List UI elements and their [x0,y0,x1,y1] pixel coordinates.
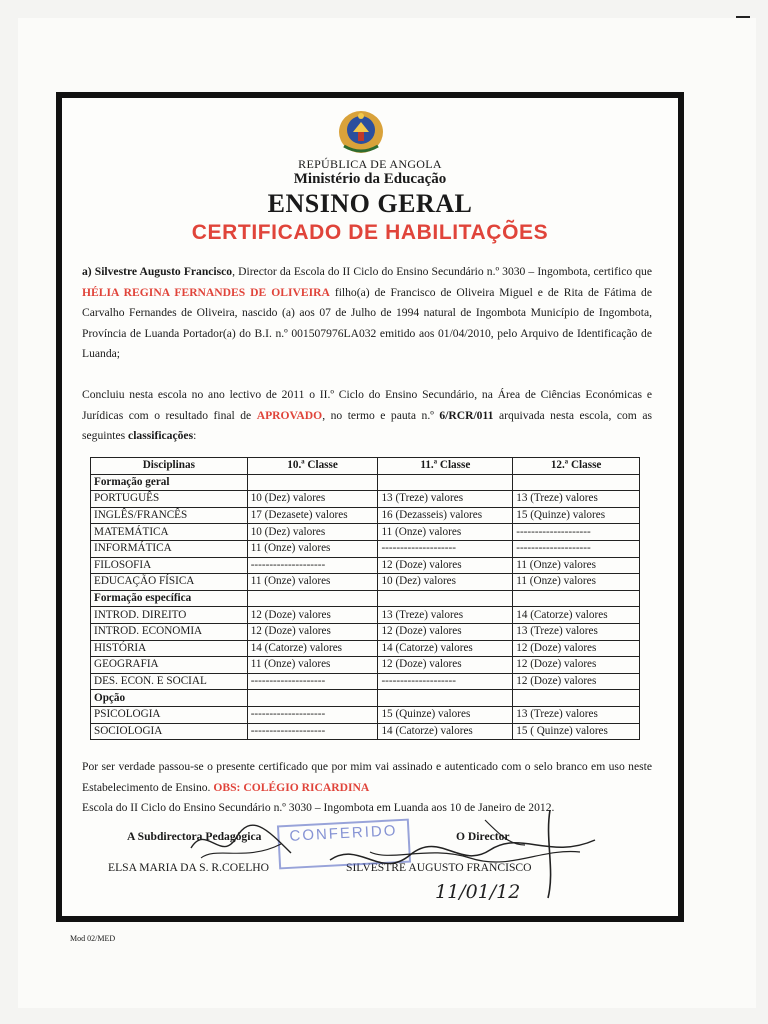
grade-cell: -------------------- [378,540,513,557]
form-code: Mod 02/MED [70,934,116,943]
angola-emblem-icon [336,108,386,156]
subject-cell: DES. ECON. E SOCIAL [91,673,248,690]
grade-cell: 13 (Treze) valores [378,491,513,508]
subject-cell: PSICOLOGIA [91,706,248,723]
paragraph-text: filho(a) de Francisco de Oliveira Miguel e de Rita de Fátima de Carvalho Fernandes de Oliveira, nascido (a) aos 07 de Julho de 1994 natural de Ingombota Município de Ingombota, Província de Luanda Portador(a) do B.I. n.º 001507976LA032 emitido aos 01/04/2010, pelo Arquivo de Identificação de Luanda; [82,285,652,360]
table-row [91,673,640,690]
empty-cell [247,690,378,707]
empty-cell [513,590,640,607]
grade-cell: 12 (Doze) valores [247,623,378,640]
table-row [91,507,640,524]
grade-cell: 13 (Treze) valores [513,706,640,723]
grade-cell: -------------------- [247,673,378,690]
section-title: Formação geral [91,474,248,491]
empty-cell [513,690,640,707]
paragraph-text: Por ser verdade passou-se o presente certificado que por mim vai assinado e autenticado com o selo branco em uso neste Estabelecimento de Ensino. [82,760,652,794]
subject-cell: HISTÓRIA [91,640,248,657]
paragraph-text: arquivada nesta escola, com as seguintes [82,408,652,442]
pauta-number: 6/RCR/011 [439,408,494,422]
ministry-title: Ministério da Educação [293,171,447,187]
grade-cell: 11 (Onze) valores [247,574,378,591]
grades-table [90,457,640,740]
grade-cell: -------------------- [378,673,513,690]
table-row [91,723,640,740]
grade-cell: 12 (Doze) valores [378,557,513,574]
observation: OBS: COLÉGIO RICARDINA [213,780,370,794]
table-row [91,557,640,574]
grade-cell: 14 (Catorze) valores [513,607,640,624]
ensino-geral-title: ENSINO GERAL [267,189,473,218]
stamp-text: CONFERIDO [289,822,398,845]
empty-cell [247,590,378,607]
table-row [91,657,640,674]
director-signature-icon [310,800,610,905]
grade-cell: 17 (Dezasete) valores [247,507,378,524]
grade-cell: 12 (Doze) valores [378,657,513,674]
empty-cell [378,474,513,491]
grade-cell: 11 (Onze) valores [513,574,640,591]
grade-cell: 15 ( Quinze) valores [513,723,640,740]
scan-mark [736,16,750,18]
subject-cell: INGLÊS/FRANCÊS [91,507,248,524]
subdirector-name: ELSA MARIA DA S. R.COELHO [108,861,270,874]
grade-cell: 15 (Quinze) valores [513,507,640,524]
section-title: Opção [91,690,248,707]
grade-cell: 13 (Treze) valores [378,607,513,624]
table-row [91,607,640,624]
grade-cell: -------------------- [247,706,378,723]
table-row [91,524,640,541]
grade-cell: 12 (Doze) valores [513,657,640,674]
grade-cell: 15 (Quinze) valores [378,706,513,723]
table-row [91,491,640,508]
director-title: O Director [456,830,510,843]
table-row [91,640,640,657]
section-row [91,590,640,607]
section-row [91,474,640,491]
grade-cell: 12 (Doze) valores [513,640,640,657]
grade-cell: 12 (Doze) valores [513,673,640,690]
grade-cell: 14 (Catorze) valores [378,640,513,657]
column-header: 10.ª Classe [247,458,378,475]
table-header-row [91,458,640,475]
classificacoes-word: classificações [128,429,194,442]
student-name: HÉLIA REGINA FERNANDES DE OLIVEIRA [82,285,330,299]
paragraph-marker: a) [82,265,95,278]
empty-cell [247,474,378,491]
grade-cell: -------------------- [247,557,378,574]
grade-cell: 11 (Onze) valores [378,524,513,541]
subdirector-signature-icon [186,818,296,868]
subdirector-title: A Subdirectora Pedagógica [127,830,262,843]
subject-cell: INFORMÁTICA [91,540,248,557]
grade-cell: 10 (Dez) valores [378,574,513,591]
grade-cell: 10 (Dez) valores [247,524,378,541]
director-name-signature: SILVESTRE AUGUSTO FRANCISCO [346,861,532,874]
subject-cell: GEOGRAFIA [91,657,248,674]
subject-cell: EDUCAÇÃO FÍSICA [91,574,248,591]
table-row [91,540,640,557]
grade-cell: 12 (Doze) valores [247,607,378,624]
grade-cell: -------------------- [513,524,640,541]
subject-cell: MATEMÁTICA [91,524,248,541]
column-header: 12.ª Classe [513,458,640,475]
paragraph-text: , Director da Escola do II Ciclo do Ensino Secundário n.º 3030 – Ingombota, certifico que [232,265,652,278]
table-row [91,574,640,591]
subject-cell: PORTUGUÊS [91,491,248,508]
empty-cell [378,590,513,607]
section-title: Formação específica [91,590,248,607]
subject-cell: SOCIOLOGIA [91,723,248,740]
grade-cell: 10 (Dez) valores [247,491,378,508]
table-row [91,623,640,640]
paragraph-text: Concluiu nesta escola no ano lectivo de 2011 o II.º Ciclo do Ensino Secundário, na Área de Ciências Económicas e Jurídicas com o resultado final de [82,388,652,422]
empty-cell [378,690,513,707]
grade-cell: 12 (Doze) valores [378,623,513,640]
column-header: 11.ª Classe [378,458,513,475]
paragraph-text: , no termo e pauta n.º [322,408,440,422]
grade-cell: -------------------- [513,540,640,557]
table-row [91,706,640,723]
grade-cell: 16 (Dezasseis) valores [378,507,513,524]
director-name: Silvestre Augusto Francisco [94,265,233,278]
paragraph-identification [82,262,652,365]
empty-cell [513,474,640,491]
final-result: APROVADO [256,408,323,422]
section-row [91,690,640,707]
subject-cell: INTROD. DIREITO [91,607,248,624]
certificate-title: CERTIFICADO DE HABILITAÇÕES [191,221,549,244]
handwritten-date: 11/01/12 [435,881,521,903]
subject-cell: INTROD. ECONOMIA [91,623,248,640]
grade-cell: 14 (Catorze) valores [378,723,513,740]
paragraph-result [82,385,652,447]
grade-cell: 13 (Treze) valores [513,623,640,640]
paragraph-text: : [193,429,197,442]
subject-cell: FILOSOFIA [91,557,248,574]
place-date-line: Escola do II Ciclo do Ensino Secundário n.º 3030 – Ingombota em Luanda aos 10 de Janeiro de 2012. [82,801,555,814]
grade-cell: 11 (Onze) valores [513,557,640,574]
column-header: Disciplinas [91,458,248,475]
grade-cell: 11 (Onze) valores [247,657,378,674]
grade-cell: 11 (Onze) valores [247,540,378,557]
grade-cell: -------------------- [247,723,378,740]
republic-title: REPÚBLICA DE ANGOLA [298,157,442,171]
grade-cell: 13 (Treze) valores [513,491,640,508]
grade-cell: 14 (Catorze) valores [247,640,378,657]
